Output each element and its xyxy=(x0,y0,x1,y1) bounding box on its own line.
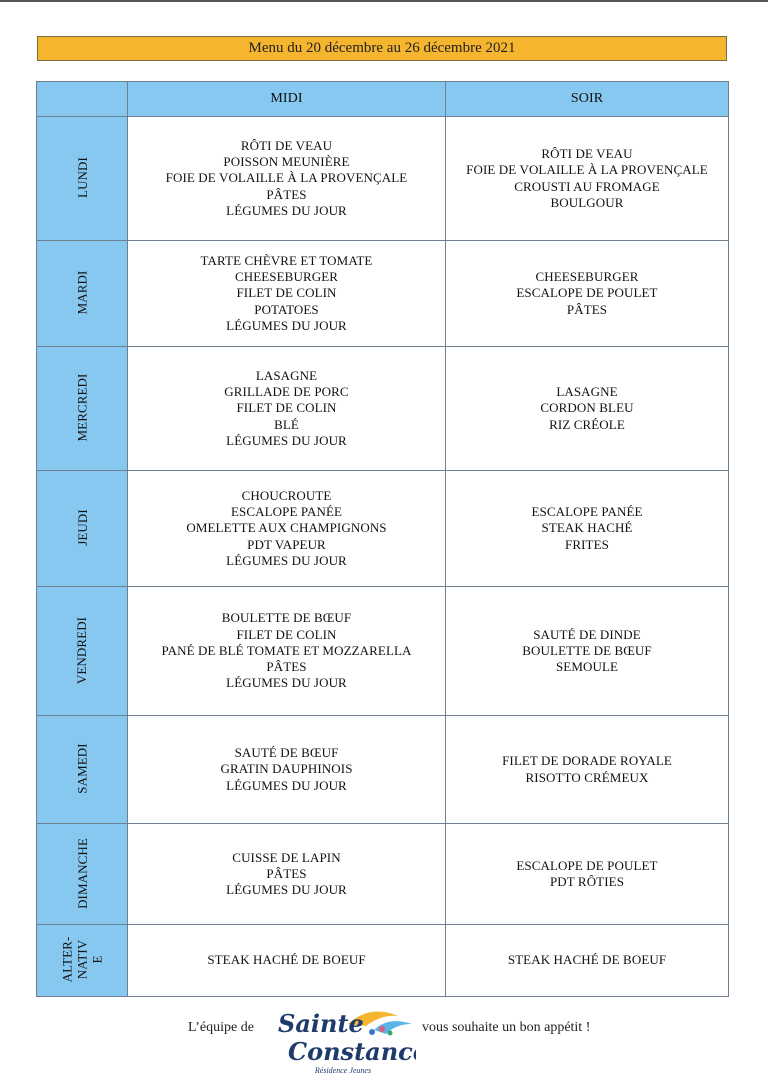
day-row xyxy=(37,241,729,347)
menu-item: FILET DE COLIN xyxy=(236,626,337,642)
menu-item: RISOTTO CRÉMEUX xyxy=(525,769,649,785)
menu-item: ESCALOPE DE POULET xyxy=(516,857,658,873)
day-label-line: E xyxy=(89,955,105,964)
soir-cell xyxy=(446,716,729,824)
menu-item: LÉGUMES DU JOUR xyxy=(226,317,347,333)
day-cell xyxy=(37,347,128,471)
menu-item: BOULETTE DE BŒUF xyxy=(522,642,652,658)
menu-item: TARTE CHÈVRE ET TOMATE xyxy=(200,252,373,268)
menu-item: ESCALOPE DE POULET xyxy=(516,285,658,301)
menu-item: SAUTÉ DE DINDE xyxy=(533,626,641,642)
footer-text-left: L’équipe de xyxy=(188,1020,254,1035)
day-cell xyxy=(37,587,128,716)
day-row xyxy=(37,925,729,997)
menu-item: BOULETTE DE BŒUF xyxy=(221,610,352,626)
soir-cell xyxy=(446,347,729,471)
menu-item: RÔTI DE VEAU xyxy=(541,146,633,162)
header-midi: MIDI xyxy=(128,82,446,117)
midi-cell xyxy=(128,824,446,925)
menu-item: STEAK HACHÉ DE BOEUF xyxy=(207,952,366,968)
day-label: SAMEDI xyxy=(74,743,90,795)
menu-item: BLÉ xyxy=(274,416,299,432)
menu-item: FOIE DE VOLAILLE À LA PROVENÇALE xyxy=(165,170,408,186)
day-label: MARDI xyxy=(74,270,90,315)
menu-item: CUISSE DE LAPIN xyxy=(232,849,341,865)
day-row xyxy=(37,716,729,824)
menu-item: LASAGNE xyxy=(556,384,618,400)
menu-item: FILET DE COLIN xyxy=(236,400,337,416)
menu-item: CHEESEBURGER xyxy=(234,269,339,285)
menu-item: OMELETTE AUX CHAMPIGNONS xyxy=(186,520,387,536)
menu-item: LÉGUMES DU JOUR xyxy=(226,202,347,218)
day-row xyxy=(37,587,729,716)
day-row xyxy=(37,471,729,587)
menu-item: LÉGUMES DU JOUR xyxy=(226,777,347,793)
header-corner xyxy=(37,82,128,117)
soir-cell xyxy=(446,824,729,925)
menu-item: PÂTES xyxy=(566,301,608,317)
logo-word-1: Sainte xyxy=(278,1009,364,1038)
menu-item: SEMOULE xyxy=(555,659,619,675)
menu-item: PÂTES xyxy=(266,659,307,675)
logo-graphic xyxy=(270,1002,416,1068)
menu-item: POISSON MEUNIÈRE xyxy=(223,154,350,170)
midi-cell xyxy=(128,716,446,824)
menu-item: SAUTÉ DE BŒUF xyxy=(234,745,339,761)
top-border-line xyxy=(0,0,768,2)
menu-item: CHOUCROUTE xyxy=(241,487,332,503)
day-label xyxy=(60,937,105,983)
day-row xyxy=(37,347,729,471)
day-label-line: ALTER- xyxy=(59,937,75,983)
menu-item: FILET DE DORADE ROYALE xyxy=(502,753,672,769)
menu-item: PDT RÔTIES xyxy=(549,874,625,889)
menu-item: RÔTI DE VEAU xyxy=(240,137,333,153)
logo-word-2: Constance xyxy=(288,1037,416,1066)
menu-item: PDT VAPEUR xyxy=(247,536,326,552)
soir-cell xyxy=(446,117,729,241)
day-cell xyxy=(37,117,128,241)
soir-cell xyxy=(446,471,729,587)
menu-item: GRILLADE DE PORC xyxy=(224,384,349,400)
menu-item: STEAK HACHÉ xyxy=(541,520,633,536)
day-label: DIMANCHE xyxy=(74,837,90,909)
menu-item: FOIE DE VOLAILLE À LA PROVENÇALE xyxy=(466,162,708,178)
menu-title: Menu du 20 décembre au 26 décembre 2021 xyxy=(37,36,727,61)
menu-item: LÉGUMES DU JOUR xyxy=(226,432,347,448)
menu-item: LÉGUMES DU JOUR xyxy=(226,675,347,691)
header-soir: SOIR xyxy=(446,82,729,117)
menu-item: FRITES xyxy=(565,536,609,552)
day-cell xyxy=(37,716,128,824)
menu-item: POTATOES xyxy=(254,301,319,317)
midi-cell xyxy=(128,587,446,716)
sainte-constance-logo xyxy=(270,1002,416,1082)
menu-item: LASAGNE xyxy=(255,367,318,383)
menu-item: GRATIN DAUPHINOIS xyxy=(220,761,353,777)
menu-item: CHEESEBURGER xyxy=(535,269,639,285)
menu-item: LÉGUMES DU JOUR xyxy=(226,552,347,568)
day-cell xyxy=(37,471,128,587)
menu-item: PÂTES xyxy=(266,865,307,881)
menu-item: ESCALOPE PANÉE xyxy=(531,504,643,520)
day-row xyxy=(37,824,729,925)
menu-item: ESCALOPE PANÉE xyxy=(230,504,343,520)
day-label: MERCREDI xyxy=(74,373,90,442)
menu-header-row xyxy=(37,82,729,117)
midi-cell xyxy=(128,347,446,471)
day-label: VENDREDI xyxy=(74,616,90,685)
menu-item: FILET DE COLIN xyxy=(236,285,337,301)
soir-cell xyxy=(446,241,729,347)
menu-item: LÉGUMES DU JOUR xyxy=(226,882,347,898)
footer xyxy=(0,1000,768,1085)
soir-cell xyxy=(446,925,729,997)
day-label: JEUDI xyxy=(74,509,90,547)
menu-item: PANÉ DE BLÉ TOMATE ET MOZZARELLA xyxy=(161,642,412,658)
menu-item: RIZ CRÉOLE xyxy=(549,416,625,432)
menu-item: PÂTES xyxy=(266,186,307,202)
menu-item: BOULGOUR xyxy=(550,194,624,210)
footer-text-right: vous souhaite un bon appétit ! xyxy=(422,1020,591,1035)
menu-table xyxy=(36,81,729,997)
day-label-line: NATIV xyxy=(74,940,90,980)
day-cell xyxy=(37,824,128,925)
menu-item: STEAK HACHÉ DE BOEUF xyxy=(507,952,667,968)
menu-item: CORDON BLEU xyxy=(540,400,634,416)
soir-cell xyxy=(446,587,729,716)
day-cell xyxy=(37,241,128,347)
logo-subtitle: Résidence Jeunes xyxy=(314,1066,372,1075)
midi-cell xyxy=(128,925,446,997)
day-label: LUNDI xyxy=(74,157,90,199)
midi-cell xyxy=(128,471,446,587)
day-cell xyxy=(37,925,128,997)
day-row xyxy=(37,117,729,241)
midi-cell xyxy=(128,117,446,241)
menu-item: CROUSTI AU FROMAGE xyxy=(514,178,660,194)
midi-cell xyxy=(128,241,446,347)
